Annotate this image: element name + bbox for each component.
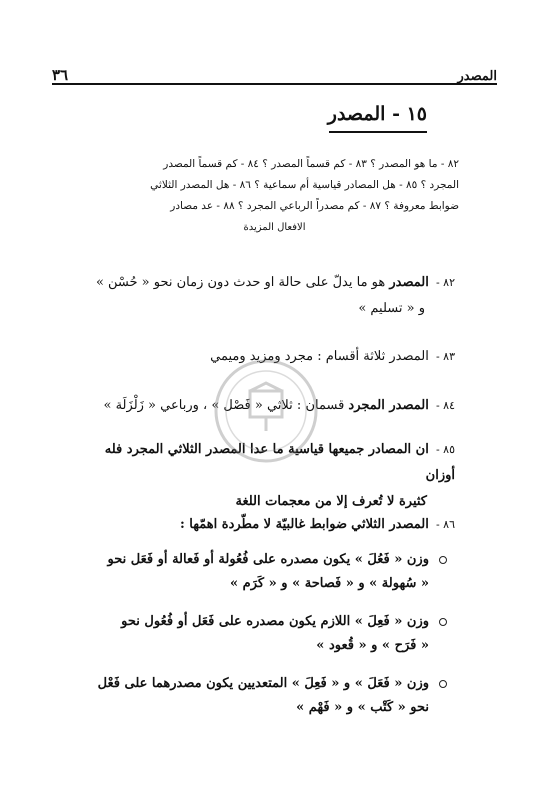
list-item [92,548,447,596]
library-stamp-watermark [210,355,322,467]
section-text: كثيرة لا تُعرف إلا من معجمات اللغة [235,494,427,509]
bullet-icon [439,618,447,626]
bullet-icon [439,556,447,564]
section-number: ٨٤ - [435,399,455,412]
section-head: المصدر المجرد [348,398,429,413]
section-number: ٨٥ - [435,443,455,456]
list-item-text: وزن « فَعِلَ » اللازم يكون مصدره على فَعَل أو فُعُول نحو [121,614,429,629]
section-text: المصدر ثلاثة أقسام : مجرد ومزيد وميمي [210,349,429,364]
title-underline [329,131,427,133]
list-item-text: وزن « فَعَلَ » و « فَعِلَ » المتعديين يكون مصدرهما على فَعْل [97,676,429,691]
section-text: ضوابط غالبيّة لا مطّردة اهمّها : [179,517,348,532]
section-text: و « تسليم » [358,301,425,316]
section-number: ٨٢ - [435,276,455,289]
list-item-text: وزن « فَعُلَ » يكون مصدره على فُعُولة أو فَعالة أو فَعَل نحو [107,552,429,567]
toc-line: المجرد ؟ ٨٥ - هل المصادر قياسية أم سماعية ؟ ٨٦ - هل المصدر الثلاثي [150,179,459,191]
section-number: ٨٦ - [435,518,455,531]
running-title: المصدر [457,69,497,84]
section-text: هو ما يدلّ على حالة او حدث دون زمان نحو « حُسْن » [95,275,386,290]
list-item-text: « فَرَح » و « قُعود » [316,638,429,653]
toc-line: الافعال المزيدة [243,222,306,233]
section-head: المصدر [389,275,429,290]
bullet-icon [439,680,447,688]
list-item-text: « سُهولة » و « فَصاحة » و « كَرَم » [230,576,429,591]
list-item [92,610,447,658]
header-rule [52,83,497,85]
chapter-title: ١٥ - المصدر [327,103,427,125]
section-number: ٨٣ - [435,350,455,363]
section-head: المصدر الثلاثي [351,517,429,532]
list-item [92,672,447,720]
toc-line: ضوابط معروفة ؟ ٨٧ - كم مصدراً الرباعي المجرد ؟ ٨٨ - عد مصادر [170,200,459,212]
section-86 [92,512,455,538]
page-header [52,58,497,84]
toc-line: ٨٢ - ما هو المصدر ؟ ٨٣ - كم قسماً المصدر ؟ ٨٤ - كم قسماً المصدر [163,158,459,170]
chapter-questions [90,154,459,238]
pattern-list [92,548,447,734]
list-item-text: نحو « كَتْب » و « فَهْم » [296,700,429,715]
page-number: ٣٦ [52,66,69,84]
section-82 [92,270,455,322]
section-text: قسمان : ثلاثي « فَصْل » ، ورباعي « زَلْزَلَة » [103,398,345,413]
section-text: ان المصادر جميعها قياسية ما عدا المصدر الثلاثي المجرد فله أوزان [104,442,455,483]
